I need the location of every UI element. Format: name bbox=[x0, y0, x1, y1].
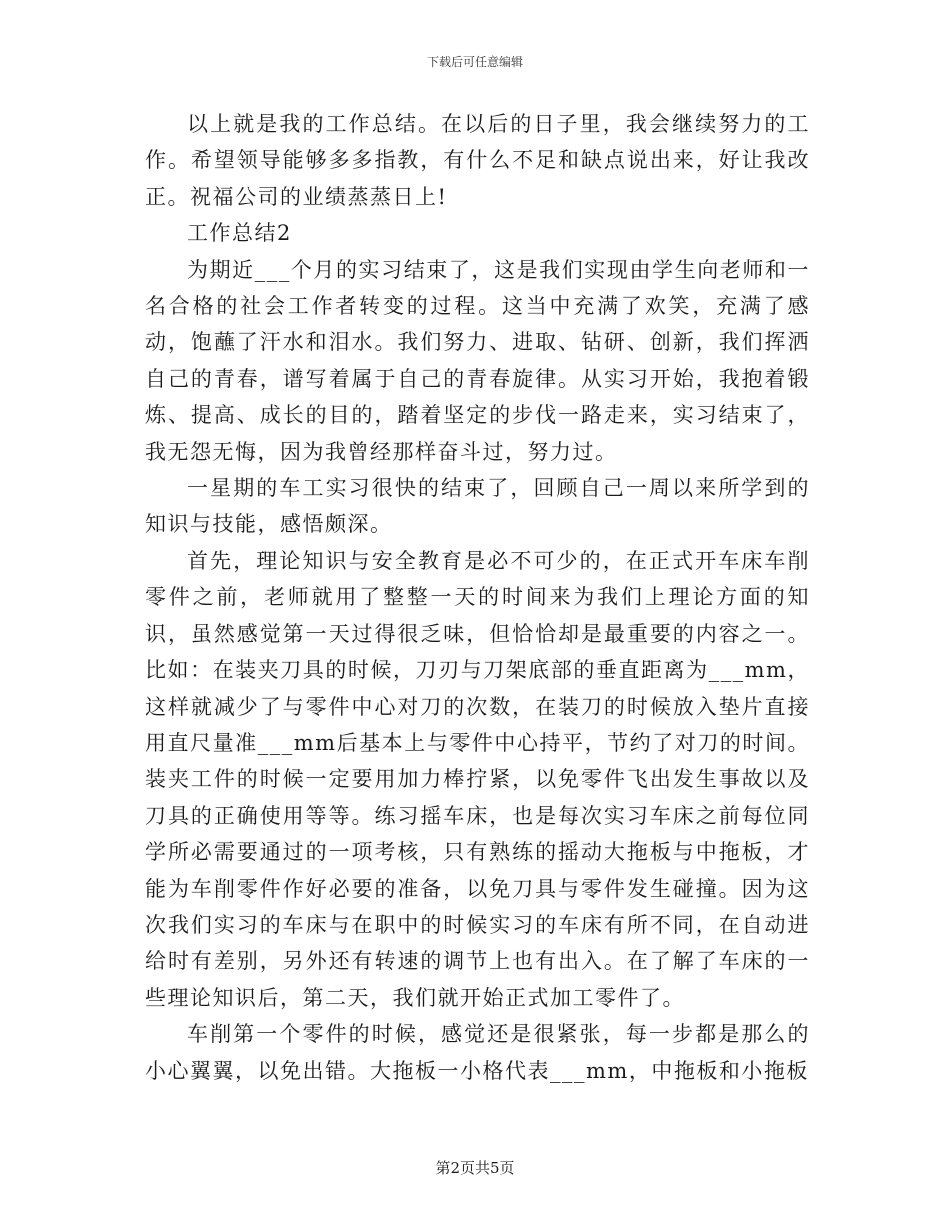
document-body bbox=[145, 106, 810, 1089]
paragraph-closing: 以上就是我的工作总结。在以后的日子里，我会继续努力的工作。希望领导能够多多指教，有什么不足和缺点说出来，好让我改正。祝福公司的业绩蒸蒸日上! bbox=[145, 112, 810, 209]
paragraph-theory: 首先，理论知识与安全教育是必不可少的，在正式开车床车削零件之前，老师就用了整整一天的时间来为我们上理论方面的知识，虽然感觉第一天过得很乏味，但恰恰却是最重要的内容之一。比如：在装夹刀具的时候，刀刃与刀架底部的垂直距离为___mm，这样就减少了与零件中心对刀的次数，在装刀的时候放入垫片直接用直尺量准___mm后基本上与零件中心持平，节约了对刀的时间。装夹工件的时候一定要用加力棒拧紧，以免零件飞出发生事故以及刀具的正确使用等等。练习摇车床，也是每次实习车床之前每位同学所必需要通过的一项考核，只有熟练的摇动大拖板与中拖板，才能为车削零件作好必要的准备，以免刀具与零件发生碰撞。因为这次我们实习的车床与在职中的时候实习的车床有所不同，在自动进给时有差别，另外还有转速的调节上也有出入。在了解了车床的一些理论知识后，第二天，我们就开始正式加工零件了。 bbox=[145, 548, 810, 1010]
paragraph-lathe-week: 一星期的车工实习很快的结束了，回顾自己一周以来所学到的知识与技能，感悟颇深。 bbox=[145, 476, 810, 537]
section-heading: 工作总结2 bbox=[187, 221, 292, 246]
paragraph-first-part: 车削第一个零件的时候，感觉还是很紧张，每一步都是那么的小心翼翼，以免出错。大拖板一小格代表___mm，中拖板和小拖板 bbox=[145, 1022, 810, 1083]
download-note: 下载后可任意编辑 bbox=[426, 55, 523, 69]
paragraph-internship: 为期近___个月的实习结束了，这是我们实现由学生向老师和一名合格的社会工作者转变的过程。这当中充满了欢笑，充满了感动，饱蘸了汗水和泪水。我们努力、进取、钻研、创新，我们挥洒自己的青春，谱写着属于自己的青春旋律。从实习开始，我抱着锻炼、提高、成长的目的，踏着坚定的步伐一路走来，实习结束了，我无怨无悔，因为我曾经那样奋斗过，努力过。 bbox=[145, 257, 810, 464]
page-number: 第2页共5页 bbox=[435, 1159, 515, 1177]
